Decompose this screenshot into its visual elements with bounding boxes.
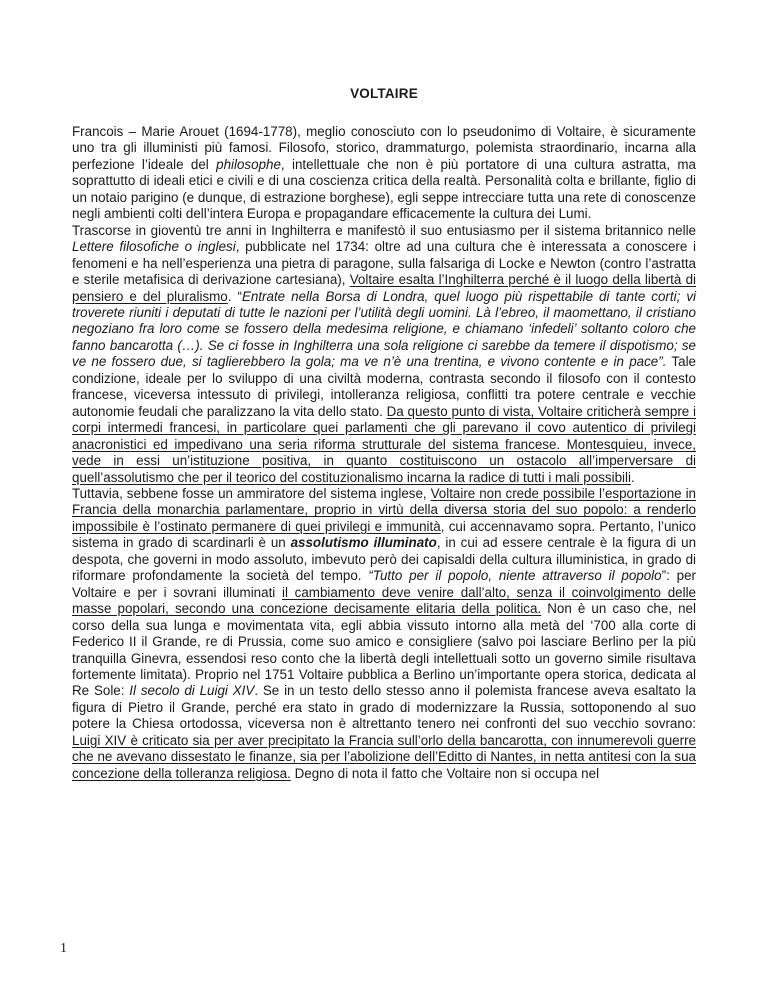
italic-run: Lettere filosofiche o inglesi bbox=[72, 239, 236, 255]
text-run: Trascorse in gioventù tre anni in Inghilterra e manifestò il suo entusiasmo per il sistema britannico nelle bbox=[72, 222, 696, 238]
text-run: ”: per Voltaire e per i sovrani illuminati bbox=[72, 568, 696, 600]
text-run: , in cui ad essere centrale è la figura di un despota, che governi in modo assoluto, imbevuto però dei capisaldi della cultura illuministica, in grado di riformare profondamente la società del tempo. bbox=[72, 535, 697, 584]
paragraph-2 bbox=[72, 223, 696, 486]
bold-italic-run: assolutismo illuminato bbox=[290, 535, 437, 551]
text-run: Degno di nota il fatto che Voltaire non si occupa nel bbox=[290, 765, 600, 781]
underlined-run: Da questo punto di vista, Voltaire criticherà sempre i corpi intermedi francesi, in particolare quei parlamenti che gli parevano il covo autentico di privilegi anacronistici ed impedivano una seria riforma strutturale del sistema francese. Montesquieu, invece, vede in essi un’istituzione positiva, in quanto costituiscono un ostacolo all’imperversare di quell’assolutismo che per il teorico del costituzionalismo incarna la radice di tutti i mali possibili bbox=[72, 403, 696, 485]
text-run: , intellettuale che non è più portatore di una cultura astratta, ma soprattutto di ideali etici e civili e di una coscienza critica della realtà. Personalità colta e brillante, figlio di un notaio parigino (e dunque, di estrazione borghese), egli seppe intrecciare tutta una rete di conoscenze negli ambienti colti dell’intera Europa e propagandare efficacemente la cultura dei Lumi. bbox=[72, 156, 696, 222]
text-run: Tale condizione, ideale per lo sviluppo di una civiltà moderna, contrasta secondo il filosofo con il contesto francese, viceversa intessuto di privilegi, intolleranza religiosa, conflitti tra potere centrale e vecchie autonomie feudali che paralizzano la vita dello stato. bbox=[72, 354, 696, 419]
italic-quote: Entrate nella Borsa di Londra, quel luogo più rispettabile di tante corti; vi troverete riuniti i deputati di tutte le nazioni per l’utilità degli uomini. Là l’ebreo, il maomettano, il cristiano negoziano fra loro come se fossero della medesima religione, e chiamano ‘infedeli’ soltanto coloro che fanno bancarotta (…). Se ci fosse in Inghilterra una sola religione ci sarebbe da temere il dispotismo; se ve ne fossero due, si taglierebbero la gola; ma ve n’è una trentina, e vivono contente e in pace”. bbox=[72, 288, 696, 370]
text-run: Non è un caso che, nel corso della sua lunga e movimentata vita, egli abbia vissuto intorno alla metà del ‘700 alla corte di Federico II il Grande, re di Prussia, come suo amico e consigliere (salvo poi lasciare Berlino per la più tranquilla Ginevra, essendosi reso conto che la libertà degli intellettuali sotto un governo simile risultava fortemente limitata). Proprio nel 1751 Voltaire pubblica a Berlino un’importante opera storica, dedicata al Re Sole: bbox=[72, 601, 696, 699]
underlined-run: Luigi XIV è criticato sia per aver precipitato la Francia sull’orlo della bancarotta, con innumerevoli guerre che ne avevano dissestato le finanze, sia per l’abolizione dell’Editto di Nantes, in netta antitesi con la sua concezione della tolleranza religiosa. bbox=[72, 732, 696, 781]
text-run: . Se in un testo dello stesso anno il polemista francese aveva esaltato la figura di Pietro il Grande, perché era stato in grado di modernizzare la Russia, sottoponendo al suo potere la Chiesa ortodossa, viceversa non è altrettanto tenero nei confronti del suo vecchio sovrano: bbox=[72, 683, 696, 732]
paragraph-3 bbox=[72, 486, 696, 782]
page-number: 1 bbox=[60, 941, 67, 956]
text-run: , pubblicate nel 1734: oltre ad una cultura che è interessata a conoscere i fenomeni e ha nell’esperienza una pietra di paragone, sulla falsariga di Locke e Newton (contro l’astratta e sterile metafisica di derivazione cartesiana), bbox=[72, 239, 696, 288]
document-body bbox=[72, 124, 696, 782]
underlined-run: il cambiamento deve venire dall’alto, senza il coinvolgimento delle masse popolari, secondo una concezione decisamente elitaria della politica. bbox=[72, 584, 696, 617]
underlined-run: Voltaire non crede possibile l’esportazione in Francia della monarchia parlamentare, proprio in virtù della diversa storia del suo popolo: a renderlo impossibile è l’ostinato permanere di quei privilegi e immunità bbox=[72, 485, 696, 534]
italic-run: Il secolo di Luigi XIV bbox=[129, 683, 255, 699]
text-run: . bbox=[630, 469, 635, 485]
italic-run: philosophe bbox=[216, 156, 281, 172]
italic-quote: “Tutto per il popolo, niente attraverso il popolo bbox=[368, 568, 662, 584]
underlined-run: Voltaire esalta l’Inghilterra perché è il luogo della libertà di pensiero e del pluralismo bbox=[72, 272, 696, 304]
text-run: . “ bbox=[227, 288, 242, 304]
paragraph-1 bbox=[72, 124, 696, 223]
text-run: Francois – Marie Arouet (1694-1778), meglio conosciuto con lo pseudonimo di Voltaire, è sicuramente uno tra gli illuministi più famosi. Filosofo, storico, drammaturgo, polemista straordinario, incarna alla perfezione l’ideale del bbox=[72, 124, 696, 172]
document-title: VOLTAIRE bbox=[350, 86, 418, 101]
text-run: Tuttavia, sebbene fosse un ammiratore del sistema inglese, bbox=[72, 485, 431, 501]
text-run: , cui accennavamo sopra. Pertanto, l’unico sistema in grado di scardinarli è un bbox=[72, 518, 696, 551]
